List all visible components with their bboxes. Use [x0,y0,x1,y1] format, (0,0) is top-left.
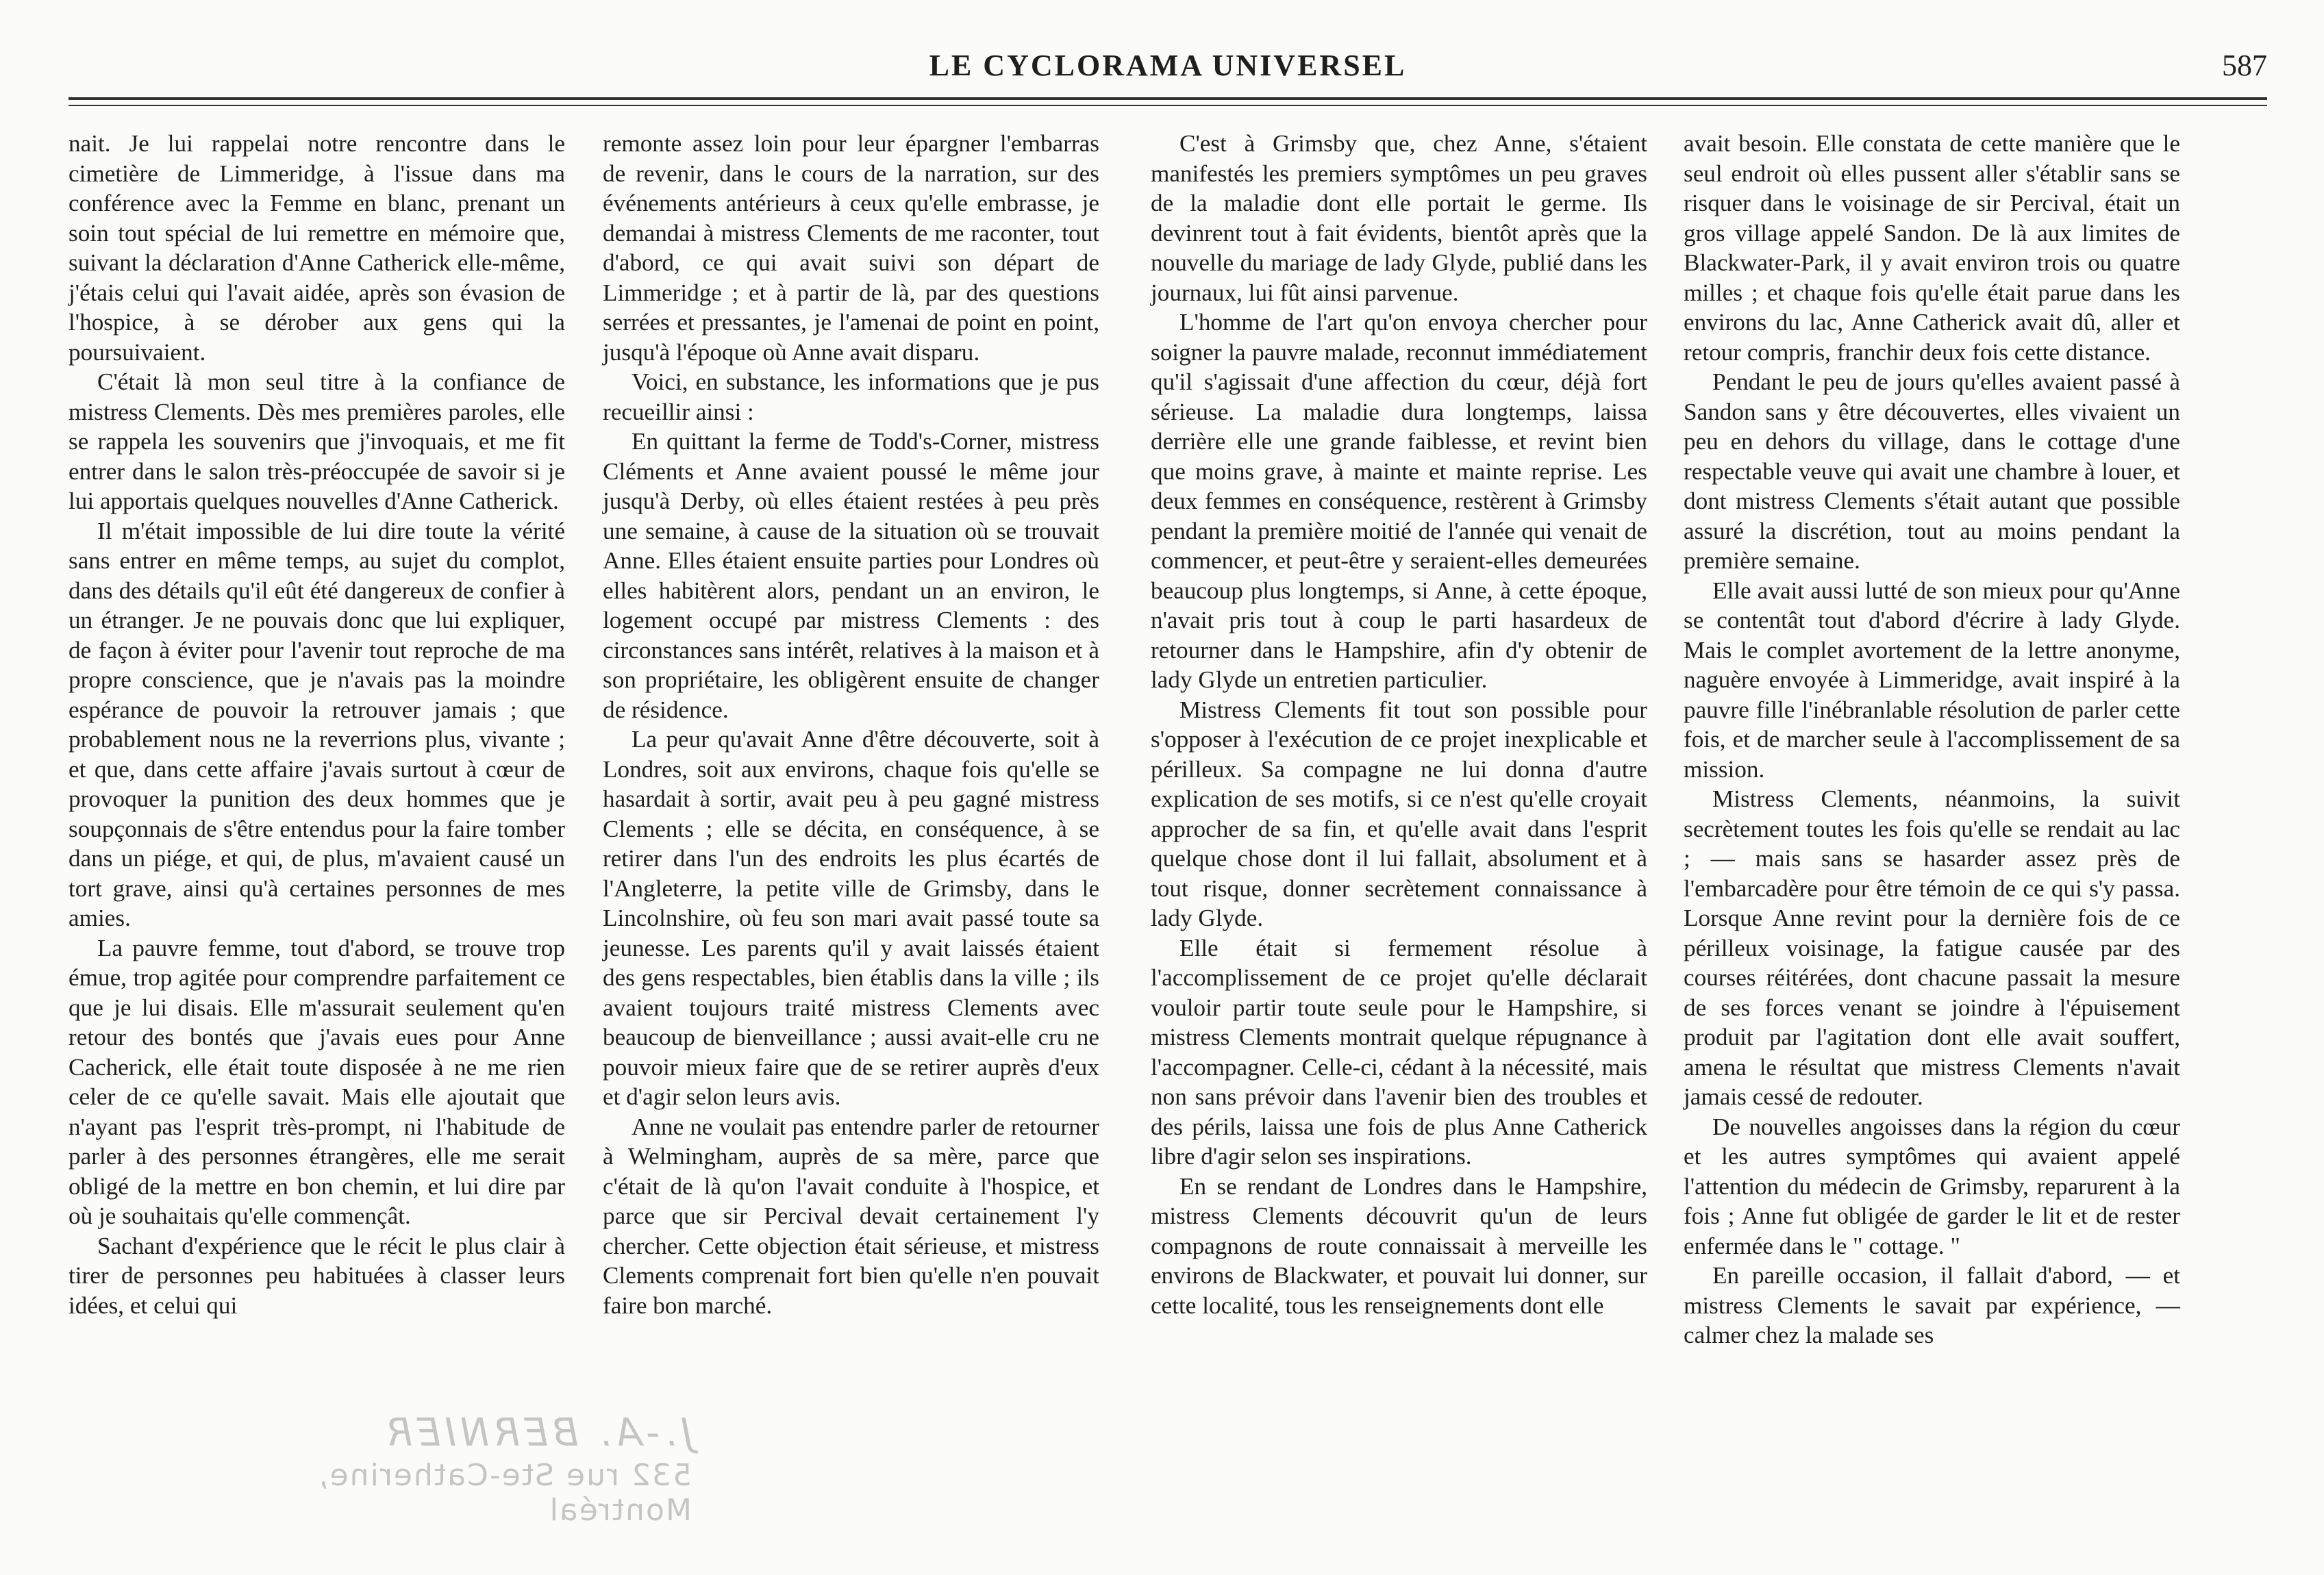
text-column-2 [603,129,1099,1320]
paragraph: nait. Je lui rappelai notre rencontre dans le cimetière de Limmeridge, à l'issue dans ma conférence avec la Femme en blanc, prenant un soin tout spécial de lui remettre en mémoire que, suivant la déclaration d'Anne Catherick elle-même, j'étais celui qui l'avait aidée, après son évasion de l'hospice, à se dérober aux gens qui la poursuivaient. [68,130,565,366]
paragraph: De nouvelles angoisses dans la région du cœur et les autres symptômes qui avaient appelé l'attention du médecin de Grimsby, reparurent à la fois ; Anne fut obligée de garder le lit et de rester enfermée dans le " cottage. " [1684,1113,2180,1259]
paragraph: Pendant le peu de jours qu'elles avaient passé à Sandon sans y être découvertes, elles vivaient un peu en dehors du village, dans le cottage d'une respectable veuve qui avait une chambre à louer, et dont mistress Clements s'était autant que possible assuré la discrétion, tout au moins pendant la première semaine. [1684,368,2180,574]
header-rule [68,97,2267,100]
paragraph: Voici, en substance, les informations que je pus recueillir ainsi : [603,368,1099,425]
header-rule-thin [68,105,2267,106]
paragraph: Elle avait aussi lutté de son mieux pour qu'Anne se contentât tout d'abord d'écrire à lady Glyde. Mais le complet avortement de la lettre anonyme, naguère envoyée à Limmeridge, avait inspiré à la pauvre fille l'inébranlable résolution de parler cette fois, et de marcher seule à l'accomplissement de sa mission. [1684,577,2180,783]
paragraph: remonte assez loin pour leur épargner l'embarras de revenir, dans le cours de la narration, sur des événements antérieurs à ceux qu'elle embrasse, je demandai à mistress Clements de me raconter, tout d'abord, ce qui avait suivi son départ de Limmeridge ; et à partir de là, par des questions serrées et pressantes, je l'amenai de point en point, jusqu'à l'époque où Anne avait disparu. [603,130,1099,366]
paragraph: Elle était si fermement résolue à l'accomplissement de ce projet qu'elle déclarait vouloir partir toute seule pour le Hampshire, si mistress Clements montrait quelque répugnance à l'accompagner. Celle-ci, cédant à la nécessité, mais non sans prévoir dans l'avenir bien des troubles et des périls, laissa une fois de plus Anne Catherick libre d'agir selon ses inspirations. [1151,934,1647,1170]
paragraph: Il m'était impossible de lui dire toute la vérité sans entrer en même temps, au sujet du complot, dans des détails qu'il eût été dangereux de confier à un étranger. Je ne pouvais donc que lui expliquer, de façon à éviter pour l'avenir tout reproche de ma propre conscience, que je n'avais pas la moindre espérance de pouvoir la retrouver jamais ; que probablement nous ne la reverrions plus, vivante ; et que, dans cette affaire j'avais surtout à cœur de provoquer la punition des deux hommes que je soupçonnais de s'être entendus pour la faire tomber dans un piége, et qui, de plus, m'avaient causé un tort grave, ainsi qu'à certaines personnes de mes amies. [68,517,565,931]
paragraph: avait besoin. Elle constata de cette manière que le seul endroit où elles pussent aller s'établir sans se risquer dans le voisinage de sir Percival, était un gros village appelé Sandon. De là aux limites de Blackwater-Park, il y avait environ trois ou quatre milles ; et chaque fois qu'elle était parue dans les environs du lac, Anne Catherick avait dû, aller et retour compris, franchir deux fois cette distance. [1684,130,2180,366]
library-stamp [171,1411,692,1528]
page-number: 587 [2222,49,2267,82]
paragraph: En pareille occasion, il fallait d'abord, — et mistress Clements le savait par expérience, — calmer chez la malade ses [1684,1262,2180,1348]
running-title: LE CYCLORAMA UNIVERSEL [929,49,1407,82]
paragraph: En quittant la ferme de Todd's-Corner, mistress Cléments et Anne avaient poussé le même jour jusqu'à Derby, où elles étaient restées à peu près une semaine, à cause de la situation où se trouvait Anne. Elles étaient ensuite parties pour Londres où elles habitèrent alors, pendant un an environ, le logement occupé par mistress Clements : des circonstances sans intérêt, relatives à la maison et à son propriétaire, les obligèrent ensuite de changer de résidence. [603,428,1099,723]
paragraph: Mistress Clements, néanmoins, la suivit secrètement toutes les fois qu'elle se rendait au lac ; — mais sans se hasarder assez près de l'embarcadère pour être témoin de ce qui s'y passa. Lorsque Anne revint pour la dernière fois de ce périlleux voisinage, la fatigue causée par des courses réitérées, dont chacune passait la mesure de ses forces venant se joindre à l'épuisement produit par l'agitation dont elle avait souffert, amena le résultat que mistress Clements n'avait jamais cessé de redouter. [1684,785,2180,1110]
paragraph: Mistress Clements fit tout son possible pour s'opposer à l'exécution de ce projet inexplicable et périlleux. Sa compagne ne lui donna d'autre explication de ses motifs, si ce n'est qu'elle croyait approcher de sa fin, et qu'elle avait dans l'esprit quelque chose dont il lui fallait, absolument et à tout risque, donner secrètement connaissance à lady Glyde. [1151,696,1647,931]
text-column-4 [1684,129,2180,1350]
paragraph: L'homme de l'art qu'on envoya chercher pour soigner la pauvre malade, reconnut immédiatement qu'il s'agissait d'une affection du cœur, déjà fort sérieuse. La maladie dura longtemps, laissa derrière elle une grande faiblesse, et revint bien que moins grave, à mainte et mainte reprise. Les deux femmes en conséquence, restèrent à Grimsby pendant la première moitié de l'année qui venait de commencer, et peut-être y seraient-elles demeurées beaucoup plus longtemps, si Anne, à cette époque, n'avait pris tout à coup le parti hasardeux de retourner dans le Hampshire, afin d'y obtenir de lady Glyde un entretien particulier. [1151,309,1647,693]
text-column-3 [1151,129,1647,1320]
paragraph: C'était là mon seul titre à la confiance de mistress Clements. Dès mes premières paroles, elle se rappela les souvenirs que j'invoquais, et me fit entrer dans le salon très-préoccupée de savoir si je lui apportais quelques nouvelles d'Anne Catherick. [68,368,565,514]
text-column-1 [68,129,565,1320]
paragraph: La pauvre femme, tout d'abord, se trouve trop émue, trop agitée pour comprendre parfaitement ce que je lui disais. Elle m'assurait seulement qu'en retour des bontés que j'avais eues pour Anne Cacherick, elle était toute disposée à ne me rien celer de ce qu'elle savait. Mais elle ajoutait que n'ayant pas l'esprit très-prompt, ni l'habitude de parler à des personnes étrangères, elle me serait obligé de la mettre en bon chemin, et lui dire par où je souhaitais qu'elle commençât. [68,934,565,1229]
stamp-name: J.-A. BERNIER [382,1411,692,1455]
stamp-address: 532 rue Ste-Catherine, Montréal [317,1458,692,1528]
paragraph: Anne ne voulait pas entendre parler de retourner à Welmingham, auprès de sa mère, parce que c'était de là qu'on l'avait conduite à l'hospice, et parce que sir Percival devait certainement l'y chercher. Cette objection était sérieuse, et mistress Clements comprenait fort bien qu'elle n'en pouvait faire bon marché. [603,1113,1099,1319]
paragraph: La peur qu'avait Anne d'être découverte, soit à Londres, soit aux environs, chaque fois qu'elle se hasardait à sortir, avait peu à peu gagné mistress Clements ; elle se décita, en conséquence, à se retirer dans l'un des endroits les plus écartés de l'Angleterre, la petite ville de Grimsby, dans le Lincolnshire, où feu son mari avait passé toute sa jeunesse. Les parents qu'il y avait laissés étaient des gens respectables, bien établis dans la ville ; ils avaient toujours traité mistress Clements avec beaucoup de bienveillance ; aussi avait-elle cru ne pouvoir mieux faire que de se retirer auprès d'eux et d'agir selon leurs avis. [603,726,1099,1110]
page-header [68,48,2267,96]
paragraph: En se rendant de Londres dans le Hampshire, mistress Clements découvrit qu'un de leurs compagnons de route connaissait à merveille les environs de Blackwater, et pouvait lui donner, sur cette localité, tous les renseignements dont elle [1151,1172,1647,1319]
paragraph: C'est à Grimsby que, chez Anne, s'étaient manifestés les premiers symptômes un peu graves de la maladie dont elle portait le germe. Ils devinrent tout à fait évidents, bientôt après que la nouvelle du mariage de lady Glyde, publié dans les journaux, lui fût ainsi parvenue. [1151,130,1647,306]
paragraph: Sachant d'expérience que le récit le plus clair à tirer de personnes peu habituées à classer leurs idées, et celui qui [68,1232,565,1319]
